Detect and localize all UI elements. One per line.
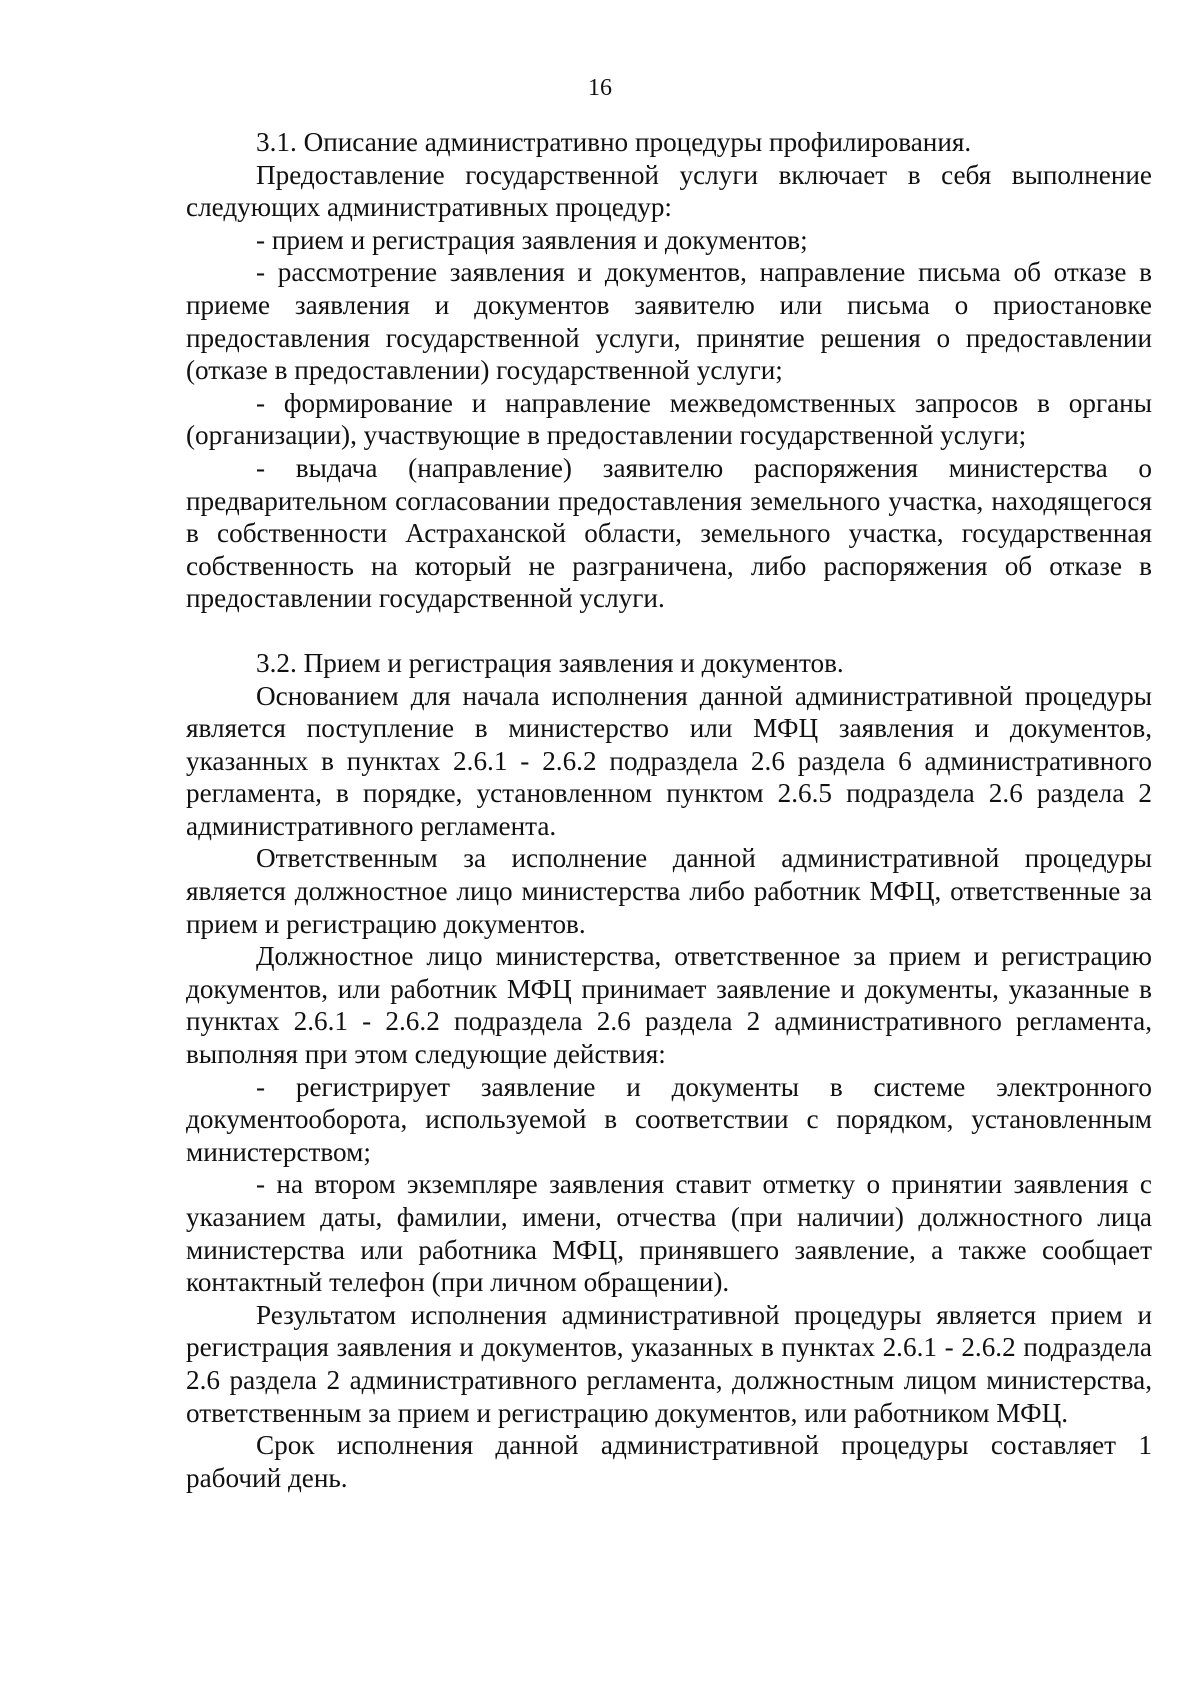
paragraph: Ответственным за исполнение данной административной процедуры является должностное лицо министерства либо работник МФЦ, ответственные за прием и регистрацию документов. bbox=[186, 843, 1152, 939]
document-body bbox=[186, 126, 1152, 1494]
section-3-1 bbox=[186, 126, 1152, 615]
paragraph: Результатом исполнения административной процедуры является прием и регистрация заявления и документов, указанных в пунктах 2.6.1 - 2.6.2 подраздела 2.6 раздела 2 административного регламента, должностным лицом министерства, ответственным за прием и регистрацию документов, или работником МФЦ. bbox=[186, 1299, 1152, 1428]
list-item: - регистрирует заявление и документы в системе электронного документооборота, используемой в соответствии с порядком, установленным министерством; bbox=[186, 1071, 1152, 1167]
section-heading: 3.2. Прием и регистрация заявления и документов. bbox=[256, 647, 844, 678]
list-item: - на втором экземпляре заявления ставит отметку о принятии заявления с указанием даты, фамилии, имени, отчества (при наличии) должностного лица министерства или работника МФЦ, принявшего заявление, а также сообщает контактный телефон (при личном обращении). bbox=[186, 1169, 1152, 1298]
paragraph: Основанием для начала исполнения данной административной процедуры является поступление в министерство или МФЦ заявления и документов, указанных в пунктах 2.6.1 - 2.6.2 подраздела 2.6 раздела 6 административного регламента, в порядке, установленном пунктом 2.6.5 подраздела 2.6 раздела 2 административного регламента. bbox=[186, 680, 1152, 841]
paragraph: Срок исполнения данной административной процедуры составляет 1 рабочий день. bbox=[186, 1430, 1152, 1493]
list-item: - формирование и направление межведомственных запросов в органы (организации), участвующие в предоставлении государственной услуги; bbox=[186, 387, 1152, 451]
list-item: - рассмотрение заявления и документов, направление письма об отказе в приеме заявления и документов заявителю или письма о приостановке предоставления государственной услуги, принятие решения о предоставлении (отказе в предоставлении) государственной услуги; bbox=[186, 257, 1152, 386]
section-3-2 bbox=[186, 647, 1152, 1494]
paragraph: Предоставление государственной услуги включает в себя выполнение следующих административных процедур: bbox=[186, 159, 1152, 223]
paragraph: Должностное лицо министерства, ответственное за прием и регистрацию документов, или работник МФЦ принимает заявление и документы, указанные в пунктах 2.6.1 - 2.6.2 подраздела 2.6 раздела 2 административного регламента, выполняя при этом следующие действия: bbox=[186, 941, 1152, 1070]
section-gap bbox=[186, 615, 1152, 647]
section-heading: 3.1. Описание административно процедуры профилирования. bbox=[256, 127, 972, 157]
list-item: - прием и регистрация заявления и документов; bbox=[256, 224, 808, 255]
page-number: 16 bbox=[588, 75, 612, 101]
list-item: - выдача (направление) заявителю распоряжения министерства о предварительном согласовании предоставления земельного участка, находящегося в собственности Астраханской области, земельного участка, государственная собственность на который не разграничена, либо распоряжения об отказе в предоставлении государственной услуги. bbox=[186, 452, 1152, 614]
